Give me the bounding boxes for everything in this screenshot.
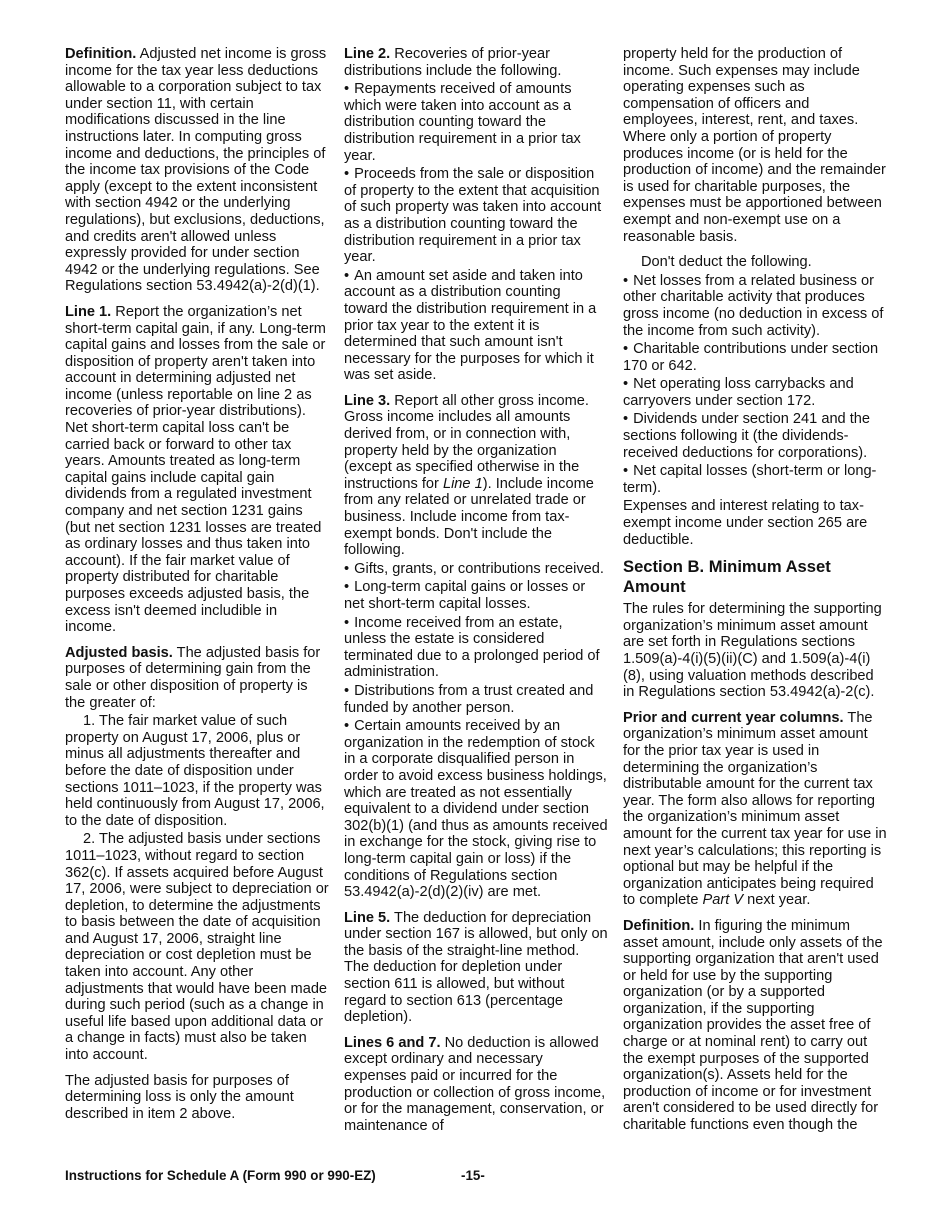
paragraph-deductible: Expenses and interest relating to tax-exempt income under section 265 are deductible.: [623, 498, 868, 548]
list-item: • Proceeds from the sale or disposition of property to the extent that acquisition of such property was taken into account as a distribution counting toward the distribution requirement in a prior tax year.: [344, 166, 602, 266]
bullet-icon: •: [344, 718, 350, 735]
bullet-icon: •: [623, 411, 629, 428]
bullet-icon: •: [344, 81, 350, 98]
run-in-heading: Line 2.: [344, 46, 391, 62]
paragraph-prior-current: Prior and current year columns. The organization’s minimum asset amount for the prior tax year is used in determining the organization’s distributable amount for the current tax year. The form also allows for reporting the organization’s minimum asset amount for the current tax year for use in next year’s calculations; this reporting is optional but may be helpful if the organization anticipates being required to complete Part V next year.: [623, 709, 887, 909]
bullet-icon: •: [623, 463, 629, 480]
bullet-icon: •: [623, 376, 629, 393]
bullet-icon: •: [344, 560, 350, 577]
run-in-heading: Lines 6 and 7.: [344, 1034, 441, 1051]
paragraph-loss-basis: The adjusted basis for purposes of determining loss is only the amount described in item 2 above.: [65, 1072, 294, 1122]
run-in-heading: Definition.: [65, 46, 137, 62]
run-in-heading: Line 3.: [344, 392, 391, 409]
list-item: • Gifts, grants, or contributions received.: [344, 560, 604, 577]
run-in-heading: Adjusted basis.: [65, 644, 173, 661]
list-item: • Repayments received of amounts which were taken into account as a distribution counting toward the distribution requirement in a prior tax year.: [344, 81, 581, 164]
bullet-icon: •: [344, 166, 350, 183]
numbered-item-1: 1. The fair market value of such property on August 17, 2006, plus or minus all adjustments thereafter and before the date of disposition under sections 1011–1023, if the property was held continuously from August 17, 2006, to the date of disposition.: [65, 713, 325, 829]
run-in-heading: Line 1.: [65, 303, 112, 320]
bullet-icon: •: [623, 272, 629, 289]
list-item: • Distributions from a trust created and funded by another person.: [344, 682, 594, 716]
paragraph-rules: The rules for determining the supporting organization’s minimum asset amount are set forth in Regulations sections 1.509(a)-4(i)(5)(ii)(C) and 1.509(a)-4(i)(8), using valuation methods described in Regulations section 53.4942(a)-2(c).: [623, 601, 882, 701]
list-item: • Net operating loss carrybacks and carryovers under section 172.: [623, 376, 854, 409]
paragraph-expenses: property held for the production of income. Such expenses may include operating expenses such as compensation of officers and employees, interest, rent, and taxes. Where only a portion of property produces income (or is held for the production of income) and the remainder is used for charitable purposes, the expenses must be apportioned between exempt and non-exempt use on a reasonable basis.: [623, 46, 886, 245]
paragraph-lines-6-7: Lines 6 and 7. No deduction is allowed except ordinary and necessary expenses paid or incurred for the production or collection of gross income, or for the management, conservation, or maintenance of: [344, 1034, 606, 1134]
bullet-icon: •: [623, 341, 629, 358]
numbered-item-2: 2. The adjusted basis under sections 1011–1023, without regard to section 362(c). If assets acquired before August 17, 2006, were subject to depreciation or depletion, to determine the adjustments to basis between the date of acquisition and August 17, 2006, straight line depreciation or cost depletion must be taken into account. Any other adjustments that would have been made during such period (such as a change in useful life based upon additional data or a change in facts) must also be taken into account.: [65, 831, 329, 1064]
column-middle: [344, 46, 608, 1143]
list-item: • Dividends under section 241 and the sections following it (the dividends-received deductions for corporations).: [623, 411, 871, 461]
paragraph-definition-assets: Definition. In figuring the minimum asset amount, include only assets of the supporting organization that aren't used or held for use by the supporting organization (or by a supported organization, if the supporting organization provides the asset free of charge or at nominal rent) to carry out the exempt purposes of the supported organization(s). Assets held for the production of income or for investment aren't considered to be used directly for charitable functions even though the: [623, 917, 883, 1134]
list-item: • Net capital losses (short-term or long-term).: [623, 463, 877, 496]
list-item: • Net losses from a related business or other charitable activity that produces gross income (no deduction in excess of the income from such activity).: [623, 272, 884, 339]
column-right: [623, 46, 887, 1143]
list-item: • Long-term capital gains or losses or net short-term capital losses.: [344, 579, 586, 612]
run-in-heading: Prior and current year columns.: [623, 709, 844, 726]
section-heading: Section B. Minimum Asset Amount: [623, 557, 831, 596]
paragraph-adjusted-basis: Adjusted basis. The adjusted basis for purposes of determining gain from the sale or other disposition of property is the greater of:: [65, 644, 321, 711]
list-item: • Certain amounts received by an organization in the redemption of stock in a corporate disqualified person in order to avoid excess business holdings, which are treated as not essentially equivalent to a dividend under section 302(b)(1) (and thus as amounts received in exchange for the stock, giving rise to long-term capital gain or loss) if the conditions of Regulations section 53.4942(a)-2(d)(2)(iv) are met.: [344, 718, 608, 901]
bullet-icon: •: [344, 267, 350, 284]
column-left: [65, 46, 330, 1131]
list-item: • An amount set aside and taken into account as a distribution counting toward the distribution requirement in a prior tax year to the extent it is determined that such amount isn't necessary for the purposes for which it was set aside.: [344, 267, 597, 384]
bullet-icon: •: [344, 579, 350, 596]
bullet-icon: •: [344, 614, 350, 631]
bullet-icon: •: [344, 682, 350, 699]
paragraph-definition: Definition. Adjusted net income is gross income for the tax year less deductions allowable to a corporation subject to tax under section 11, with certain modifications discussed in the line instructions later. In computing gross income and deductions, the principles of the income tax provisions of the Code apply (except to the extent inconsistent with section 4942 or the underlying regulations), but exclusions, deductions, and credits aren't allowed unless expressly provided for under section 4942 or the underlying regulations. See Regulations section 53.4942(a)-2(d)(1).: [65, 46, 327, 295]
list-item: • Income received from an estate, unless the estate is considered terminated due to a prolonged period of administration.: [344, 614, 600, 681]
paragraph-line-1: Line 1. Report the organization’s net short-term capital gain, if any. Long-term capital gains and losses from the sale or disposition of property aren't taken into account in determining adjusted net income (unless reportable on line 2 as recoveries of prior-year distributions). Net short-term capital loss can't be carried back or forward to other tax years. Amounts treated as long-term capital gains include capital gain dividends from a regulated investment company and net section 1231 gains (but net section 1231 losses are treated as ordinary losses and thus taken into account). If the fair market value of property distributed for charitable purposes exceeds adjusted basis, the excess isn't deemed includible in income.: [65, 303, 326, 636]
paragraph-dont-deduct: Don't deduct the following.: [641, 254, 812, 271]
paragraph-line-3: Line 3. Report all other gross income. Gross income includes all amounts derived from, or in connection with, property held by the organization (except as specified otherwise in the instructions for Line 1). Include income from any related or unrelated trade or business. Include income from tax-exempt bonds. Don't include the following.: [344, 392, 594, 559]
list-item: • Charitable contributions under section 170 or 642.: [623, 341, 879, 374]
run-in-heading: Definition.: [623, 917, 695, 934]
page-number: -15-: [461, 1168, 485, 1183]
paragraph-line-2: Line 2. Recoveries of prior-year distributions include the following.: [344, 46, 562, 79]
paragraph-line-5: Line 5. The deduction for depreciation under section 167 is allowed, but only on the basis of the straight-line method. The deduction for depletion under section 611 is allowed, but without regard to section 613 (percentage depletion).: [344, 909, 608, 1026]
footer-title: Instructions for Schedule A (Form 990 or 990-EZ): [65, 1168, 376, 1183]
run-in-heading: Line 5.: [344, 909, 391, 926]
